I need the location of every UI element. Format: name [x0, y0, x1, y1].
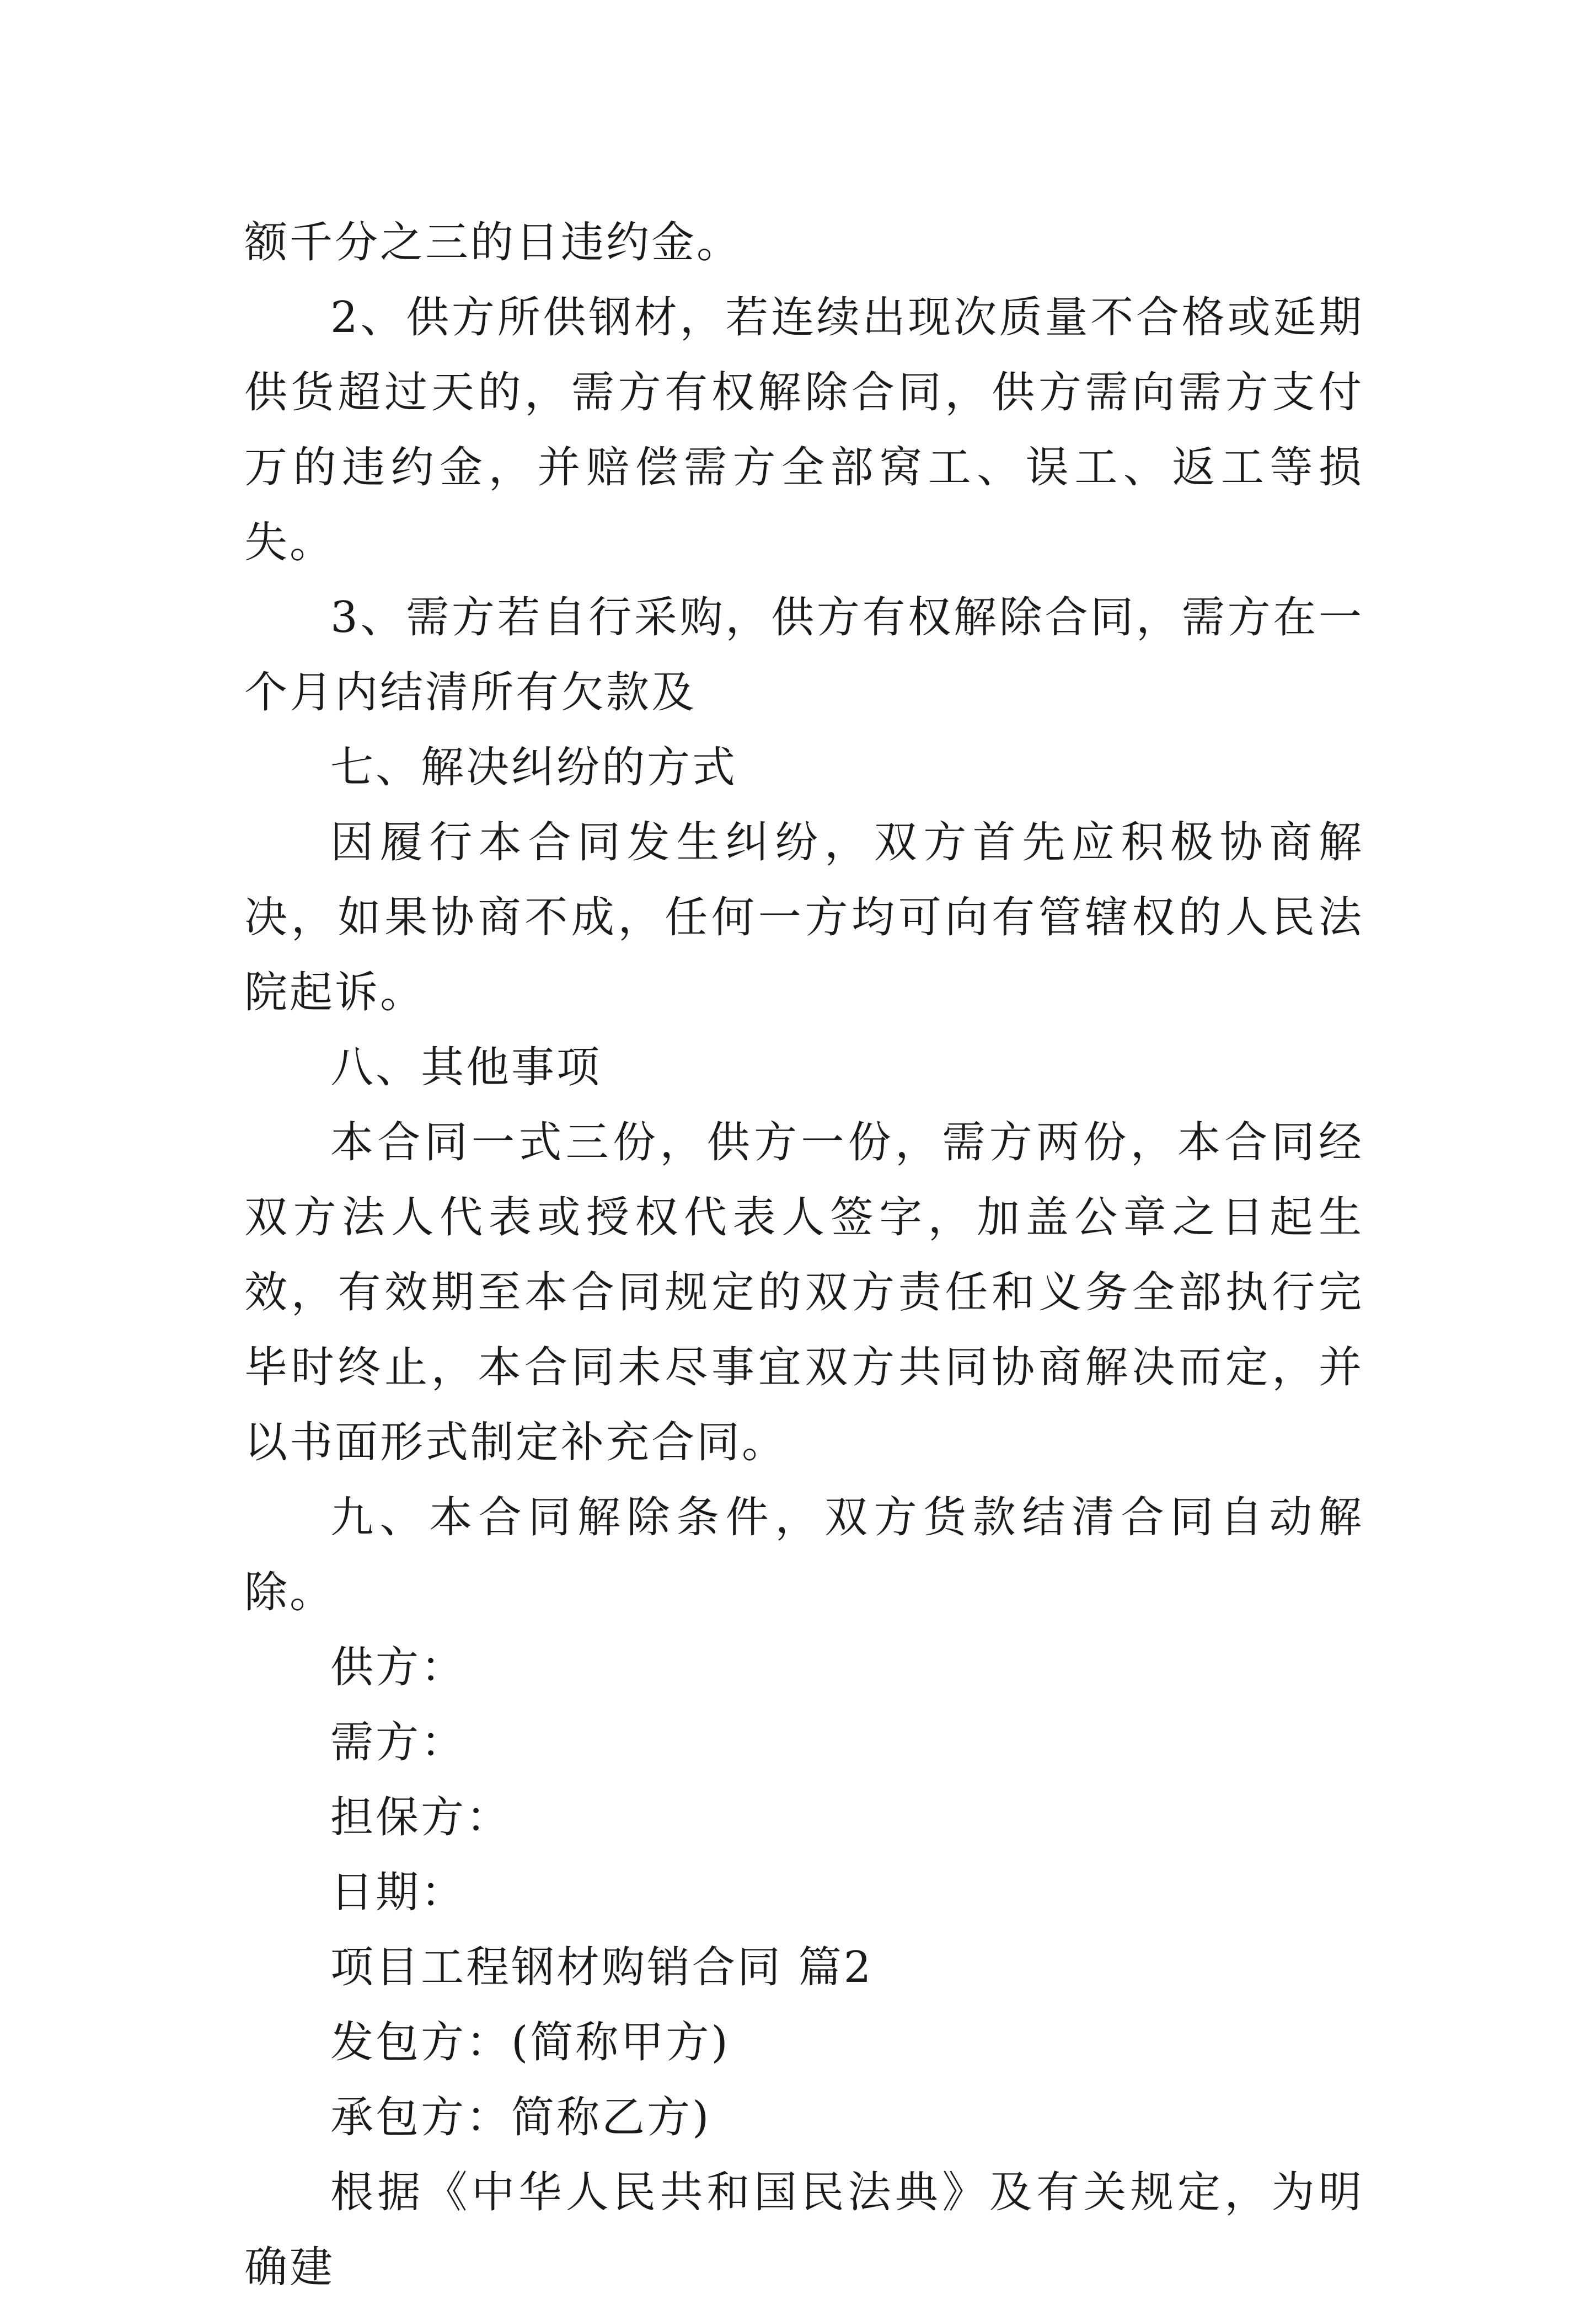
label-supplier: 供方： — [330, 1643, 467, 1692]
heading-contract-part-2: 项目工程钢材购销合同 篇2 — [330, 1943, 874, 1992]
label-party-b: 承包方：简称乙方) — [330, 2093, 711, 2142]
heading-other-matters: 八、其他事项 — [330, 1043, 602, 1092]
label-date: 日期： — [330, 1868, 467, 1917]
paragraph-other-matters: 本合同一式三份，供方一份，需方两份，本合同经双方法人代表或授权代表人签字，加盖公章之日起生效，有效期至本合同规定的双方责任和义务全部执行完毕时终止，本合同未尽事宜双方共同协商解决而定，并以书面形式制定补充合同。 — [244, 1118, 1364, 1467]
document-body — [244, 205, 1364, 2305]
paragraph-dispute-resolution: 因履行本合同发生纠纷，双方首先应积极协商解决，如果协商不成，任何一方均可向有管辖权的人民法院起诉。 — [244, 818, 1364, 1017]
paragraph-clause-2: 2、供方所供钢材，若连续出现次质量不合格或延期供货超过天的，需方有权解除合同，供方需向需方支付万的违约金，并赔偿需方全部窝工、误工、返工等损失。 — [244, 293, 1364, 567]
paragraph-legal-basis: 根据《中华人民共和国民法典》及有关规定，为明确建 — [244, 2168, 1364, 2292]
label-buyer: 需方： — [330, 1718, 467, 1767]
paragraph-clause-3: 3、需方若自行采购，供方有权解除合同，需方在一个月内结清所有欠款及 — [244, 593, 1364, 717]
label-guarantor: 担保方： — [330, 1793, 512, 1842]
heading-dispute-resolution: 七、解决纠纷的方式 — [330, 743, 738, 792]
paragraph-penalty-continuation: 额千分之三的日违约金。 — [244, 218, 742, 267]
paragraph-termination-conditions: 九、本合同解除条件，双方货款结清合同自动解除。 — [244, 1493, 1364, 1617]
label-party-a: 发包方：(简称甲方) — [330, 2018, 730, 2067]
